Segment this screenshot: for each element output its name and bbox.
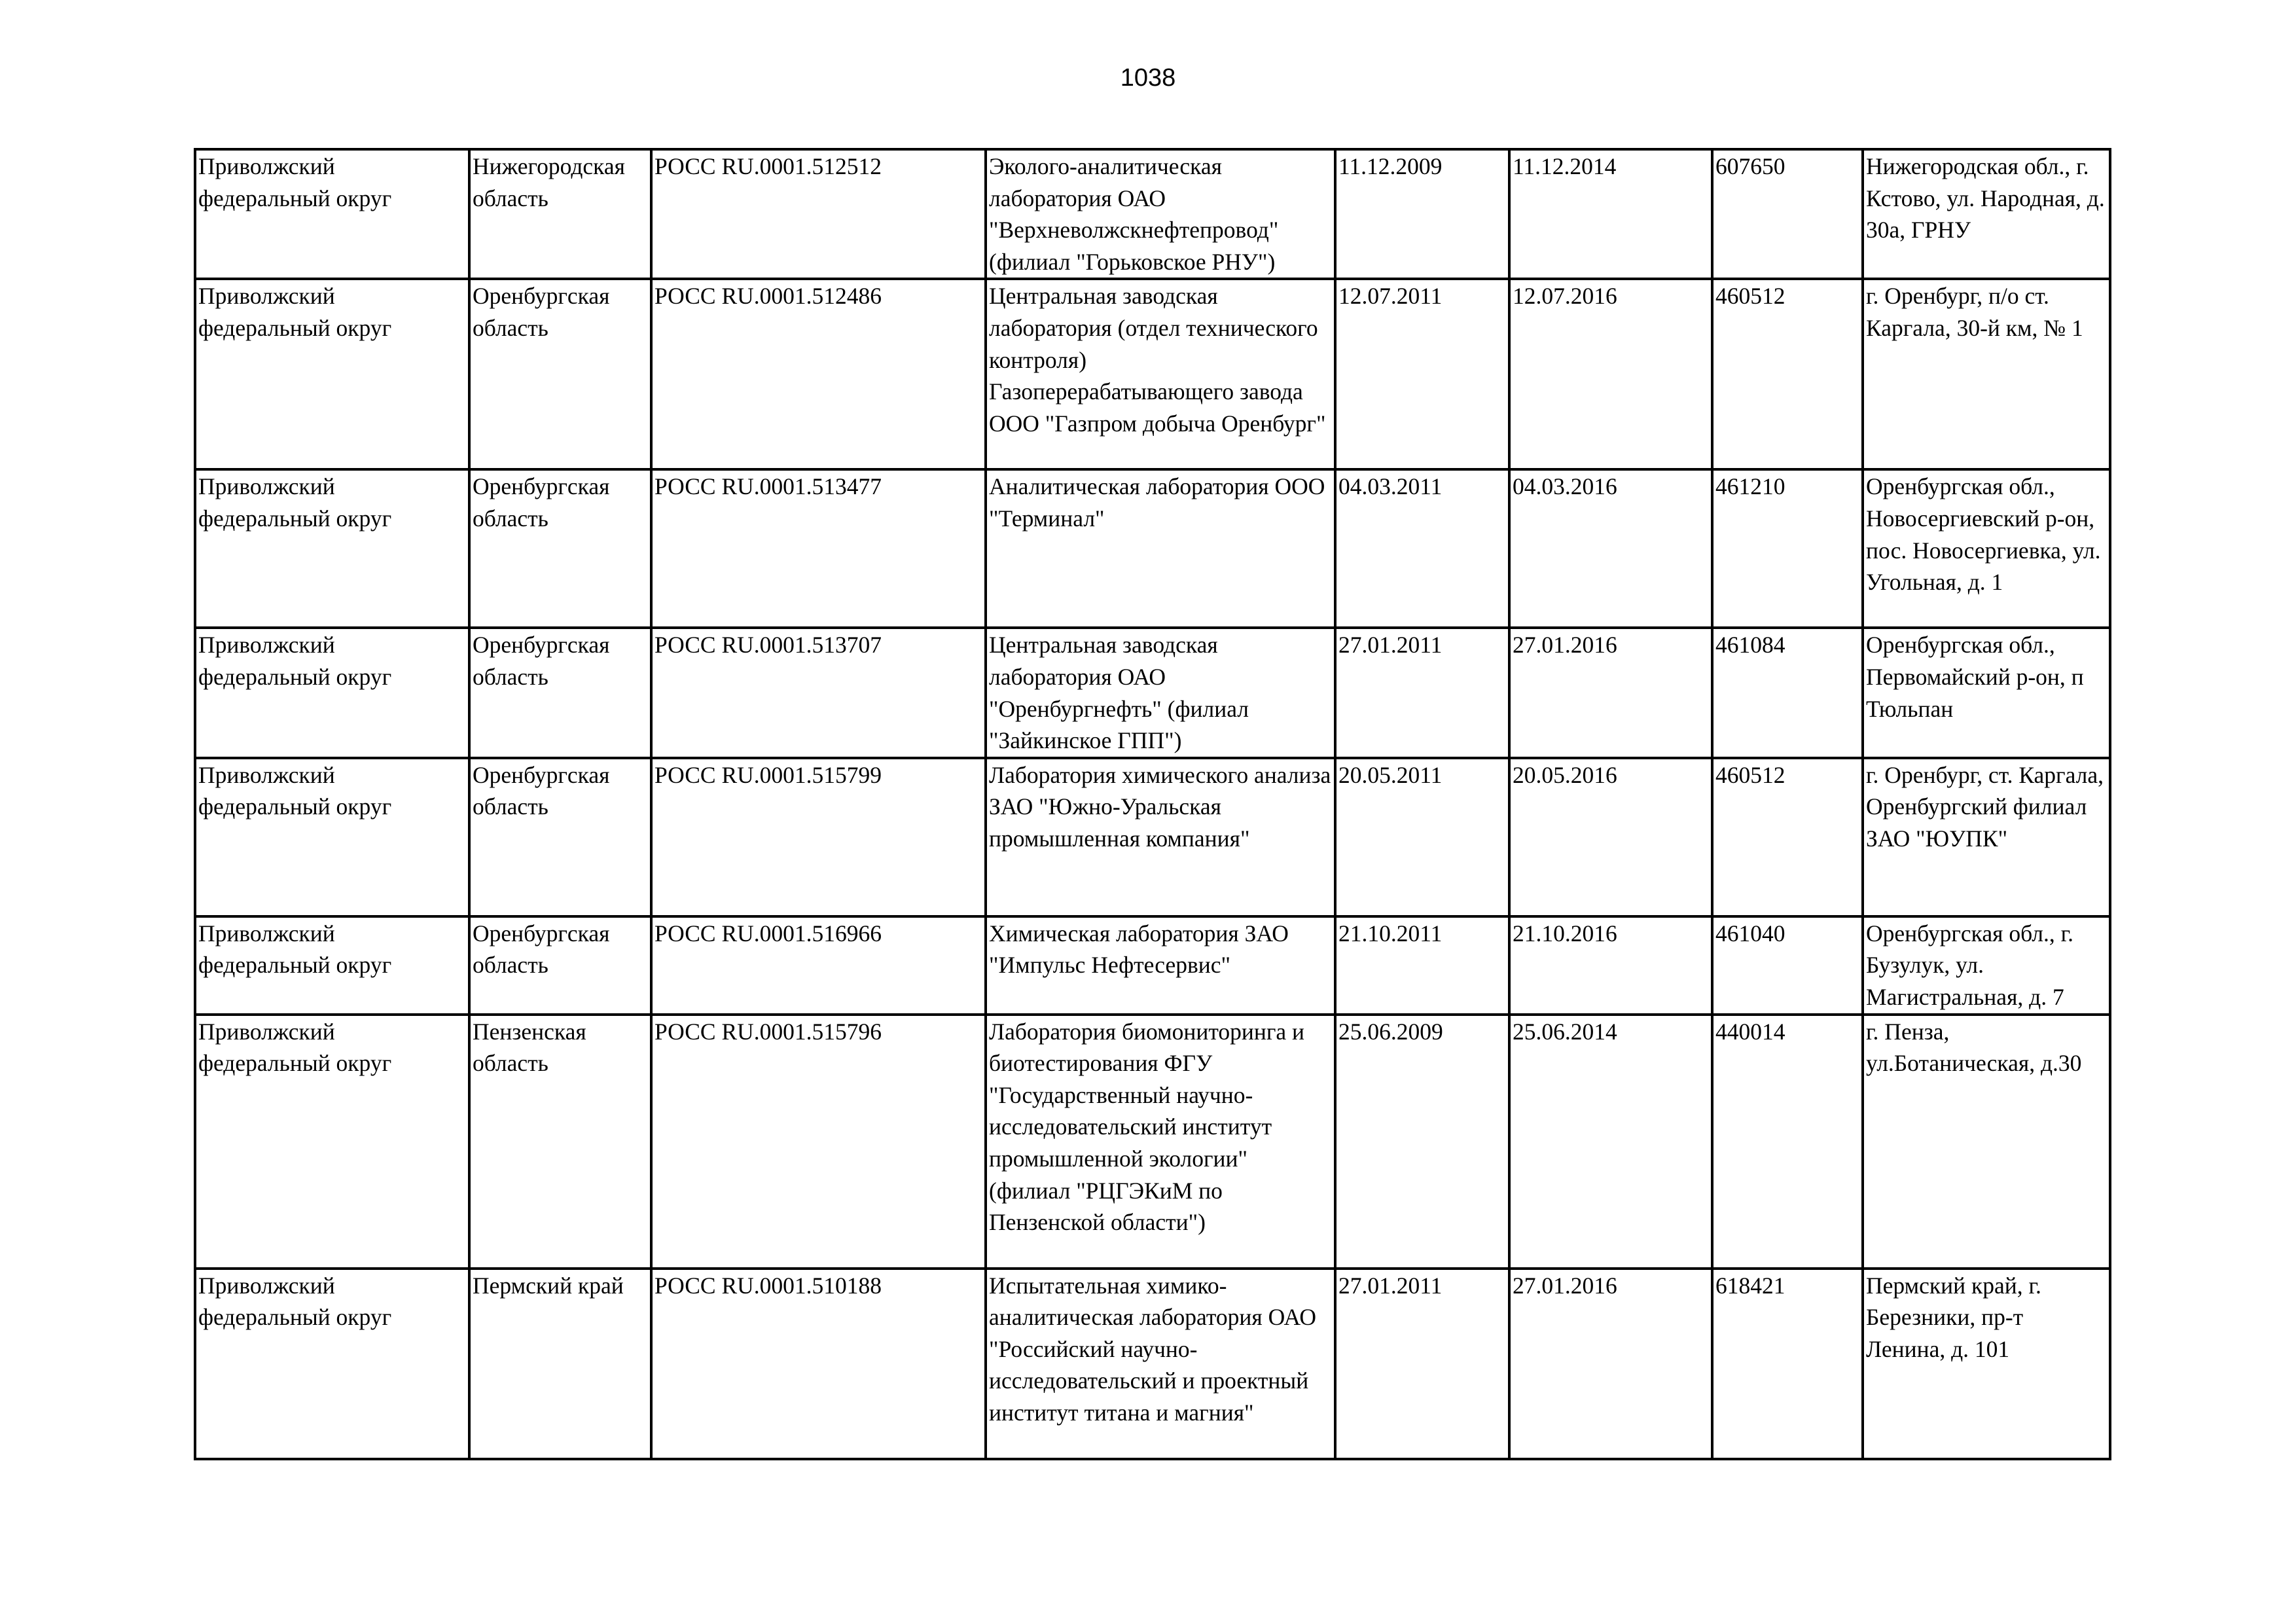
laboratory-name-cell xyxy=(986,1269,1335,1459)
issue-date-cell xyxy=(1335,1269,1509,1459)
region-cell-text: Нижегородская область xyxy=(473,153,625,211)
district-cell xyxy=(195,916,469,1015)
region-cell xyxy=(469,1269,651,1459)
expiry-date-cell-text: 04.03.2016 xyxy=(1513,473,1617,500)
postal-code-cell xyxy=(1712,469,1863,628)
laboratory-name-cell xyxy=(986,149,1335,279)
postal-code-cell-text: 440014 xyxy=(1715,1018,1785,1045)
registration-number-cell xyxy=(651,628,986,757)
issue-date-cell-text: 25.06.2009 xyxy=(1338,1018,1443,1045)
registration-number-cell-text: РОСС RU.0001.513707 xyxy=(655,632,882,659)
registration-number-cell xyxy=(651,279,986,469)
postal-code-cell xyxy=(1712,279,1863,469)
district-cell xyxy=(195,758,469,916)
issue-date-cell-text: 27.01.2011 xyxy=(1338,632,1443,659)
postal-code-cell-text: 460512 xyxy=(1715,761,1785,788)
laboratory-name-cell-text: Аналитическая лаборатория ООО "Терминал" xyxy=(989,473,1325,532)
region-cell xyxy=(469,628,651,757)
district-cell xyxy=(195,149,469,279)
page-number: 1038 xyxy=(1120,64,1176,92)
registration-number-cell-text: РОСС RU.0001.516966 xyxy=(655,920,882,947)
region-cell-text: Оренбургская область xyxy=(473,473,610,532)
issue-date-cell xyxy=(1335,916,1509,1015)
expiry-date-cell xyxy=(1509,758,1712,916)
registration-number-cell xyxy=(651,149,986,279)
table-row xyxy=(195,916,2110,1015)
registration-number-cell-text: РОСС RU.0001.513477 xyxy=(655,473,882,500)
expiry-date-cell xyxy=(1509,1269,1712,1459)
district-cell-text: Приволжский федеральный округ xyxy=(198,920,392,979)
postal-code-cell-text: 461040 xyxy=(1715,920,1785,947)
region-cell-text: Оренбургская область xyxy=(473,632,610,690)
address-cell xyxy=(1863,758,2110,916)
registration-number-cell xyxy=(651,758,986,916)
expiry-date-cell xyxy=(1509,469,1712,628)
table-row xyxy=(195,1015,2110,1269)
district-cell-text: Приволжский федеральный округ xyxy=(198,1018,392,1077)
address-cell-text: г. Оренбург, ст. Каргала, Оренбургский филиал ЗАО "ЮУПК" xyxy=(1866,761,2104,852)
address-cell-text: г. Пенза, ул.Ботаническая, д.30 xyxy=(1866,1018,2082,1077)
address-cell xyxy=(1863,1015,2110,1269)
district-cell-text: Приволжский федеральный округ xyxy=(198,153,392,211)
district-cell xyxy=(195,469,469,628)
laboratory-name-cell-text: Эколого-аналитическая лаборатория ОАО "Верхневолжскнефтепровод" (филиал "Горьковское РНУ") xyxy=(989,153,1279,275)
address-cell-text: Оренбургская обл., г. Бузулук, ул. Магистральная, д. 7 xyxy=(1866,920,2074,1010)
region-cell xyxy=(469,916,651,1015)
address-cell xyxy=(1863,628,2110,757)
postal-code-cell-text: 618421 xyxy=(1715,1272,1785,1299)
address-cell xyxy=(1863,1269,2110,1459)
region-cell-text: Пензенская область xyxy=(473,1018,586,1077)
region-cell-text: Оренбургская область xyxy=(473,761,610,820)
laboratory-name-cell-text: Лаборатория биомониторинга и биотестирования ФГУ "Государственный научно-исследовательский институт промышленной экологии" (филиал "РЦГЭКиМ по Пензенской области") xyxy=(989,1018,1305,1236)
postal-code-cell xyxy=(1712,1015,1863,1269)
issue-date-cell-text: 21.10.2011 xyxy=(1338,920,1443,947)
issue-date-cell xyxy=(1335,758,1509,916)
laboratory-name-cell xyxy=(986,469,1335,628)
postal-code-cell xyxy=(1712,758,1863,916)
address-cell-text: Пермский край, г. Березники, пр-т Ленина, д. 101 xyxy=(1866,1272,2041,1362)
address-cell xyxy=(1863,469,2110,628)
region-cell xyxy=(469,149,651,279)
address-cell-text: г. Оренбург, п/о ст. Каргала, 30-й км, № 1 xyxy=(1866,283,2083,341)
district-cell-text: Приволжский федеральный округ xyxy=(198,761,392,820)
laboratory-name-cell-text: Центральная заводская лаборатория ОАО "Оренбургнефть" (филиал "Зайкинское ГПП") xyxy=(989,632,1249,754)
issue-date-cell xyxy=(1335,469,1509,628)
registration-number-cell xyxy=(651,916,986,1015)
region-cell-text: Оренбургская область xyxy=(473,283,610,341)
laboratory-name-cell xyxy=(986,758,1335,916)
issue-date-cell-text: 12.07.2011 xyxy=(1338,283,1443,310)
laboratory-name-cell-text: Лаборатория химического анализа ЗАО "Южно-Уральская промышленная компания" xyxy=(989,761,1331,852)
registration-number-cell-text: РОСС RU.0001.512486 xyxy=(655,283,882,310)
laboratory-name-cell-text: Химическая лаборатория ЗАО "Импульс Нефтесервис" xyxy=(989,920,1289,979)
expiry-date-cell-text: 11.12.2014 xyxy=(1513,153,1617,179)
laboratory-name-cell xyxy=(986,628,1335,757)
issue-date-cell-text: 04.03.2011 xyxy=(1338,473,1443,500)
registration-number-cell-text: РОСС RU.0001.515796 xyxy=(655,1018,882,1045)
district-cell xyxy=(195,1015,469,1269)
expiry-date-cell xyxy=(1509,628,1712,757)
district-cell-text: Приволжский федеральный округ xyxy=(198,473,392,532)
issue-date-cell xyxy=(1335,279,1509,469)
postal-code-cell-text: 461210 xyxy=(1715,473,1785,500)
table-row xyxy=(195,628,2110,757)
district-cell xyxy=(195,279,469,469)
laboratory-name-cell xyxy=(986,1015,1335,1269)
expiry-date-cell-text: 27.01.2016 xyxy=(1513,632,1617,659)
table-row xyxy=(195,758,2110,916)
laboratory-name-cell xyxy=(986,279,1335,469)
expiry-date-cell xyxy=(1509,279,1712,469)
expiry-date-cell xyxy=(1509,149,1712,279)
address-cell-text: Оренбургская обл., Новосергиевский р-он, пос. Новосергиевка, ул. Угольная, д. 1 xyxy=(1866,473,2101,596)
registration-number-cell xyxy=(651,469,986,628)
registration-number-cell-text: РОСС RU.0001.512512 xyxy=(655,153,882,179)
expiry-date-cell xyxy=(1509,1015,1712,1269)
issue-date-cell xyxy=(1335,149,1509,279)
laboratory-name-cell-text: Центральная заводская лаборатория (отдел технического контроля) Газоперерабатывающего завода ООО "Газпром добыча Оренбург" xyxy=(989,283,1326,437)
postal-code-cell xyxy=(1712,628,1863,757)
table-row xyxy=(195,469,2110,628)
address-cell xyxy=(1863,279,2110,469)
region-cell-text: Оренбургская область xyxy=(473,920,610,979)
expiry-date-cell-text: 21.10.2016 xyxy=(1513,920,1617,947)
district-cell-text: Приволжский федеральный округ xyxy=(198,632,392,690)
region-cell xyxy=(469,469,651,628)
registration-number-cell xyxy=(651,1269,986,1459)
laboratory-name-cell-text: Испытательная химико-аналитическая лаборатория ОАО "Российский научно-исследовательский и проектный институт титана и магния" xyxy=(989,1272,1316,1426)
region-cell xyxy=(469,279,651,469)
postal-code-cell-text: 460512 xyxy=(1715,283,1785,310)
expiry-date-cell-text: 12.07.2016 xyxy=(1513,283,1617,310)
district-cell-text: Приволжский федеральный округ xyxy=(198,283,392,341)
postal-code-cell-text: 607650 xyxy=(1715,153,1785,179)
registration-number-cell xyxy=(651,1015,986,1269)
address-cell-text: Оренбургская обл., Первомайский р-он, п Тюльпан xyxy=(1866,632,2084,722)
table-row xyxy=(195,149,2110,279)
expiry-date-cell-text: 20.05.2016 xyxy=(1513,761,1617,788)
expiry-date-cell-text: 25.06.2014 xyxy=(1513,1018,1617,1045)
postal-code-cell-text: 461084 xyxy=(1715,632,1785,659)
address-cell xyxy=(1863,916,2110,1015)
postal-code-cell xyxy=(1712,149,1863,279)
region-cell-text: Пермский край xyxy=(473,1272,624,1299)
issue-date-cell-text: 11.12.2009 xyxy=(1338,153,1443,179)
postal-code-cell xyxy=(1712,1269,1863,1459)
registration-number-cell-text: РОСС RU.0001.515799 xyxy=(655,761,882,788)
registration-number-cell-text: РОСС RU.0001.510188 xyxy=(655,1272,882,1299)
issue-date-cell-text: 20.05.2011 xyxy=(1338,761,1443,788)
address-cell-text: Нижегородская обл., г. Кстово, ул. Народная, д. 30а, ГРНУ xyxy=(1866,153,2105,244)
issue-date-cell xyxy=(1335,1015,1509,1269)
region-cell xyxy=(469,758,651,916)
laboratory-registry-table xyxy=(194,148,2111,1460)
district-cell-text: Приволжский федеральный округ xyxy=(198,1272,392,1331)
expiry-date-cell xyxy=(1509,916,1712,1015)
laboratory-name-cell xyxy=(986,916,1335,1015)
postal-code-cell xyxy=(1712,916,1863,1015)
registry-body xyxy=(195,149,2110,1459)
region-cell xyxy=(469,1015,651,1269)
issue-date-cell-text: 27.01.2011 xyxy=(1338,1272,1443,1299)
expiry-date-cell-text: 27.01.2016 xyxy=(1513,1272,1617,1299)
table-row xyxy=(195,1269,2110,1459)
issue-date-cell xyxy=(1335,628,1509,757)
district-cell xyxy=(195,628,469,757)
district-cell xyxy=(195,1269,469,1459)
table-row xyxy=(195,279,2110,469)
address-cell xyxy=(1863,149,2110,279)
